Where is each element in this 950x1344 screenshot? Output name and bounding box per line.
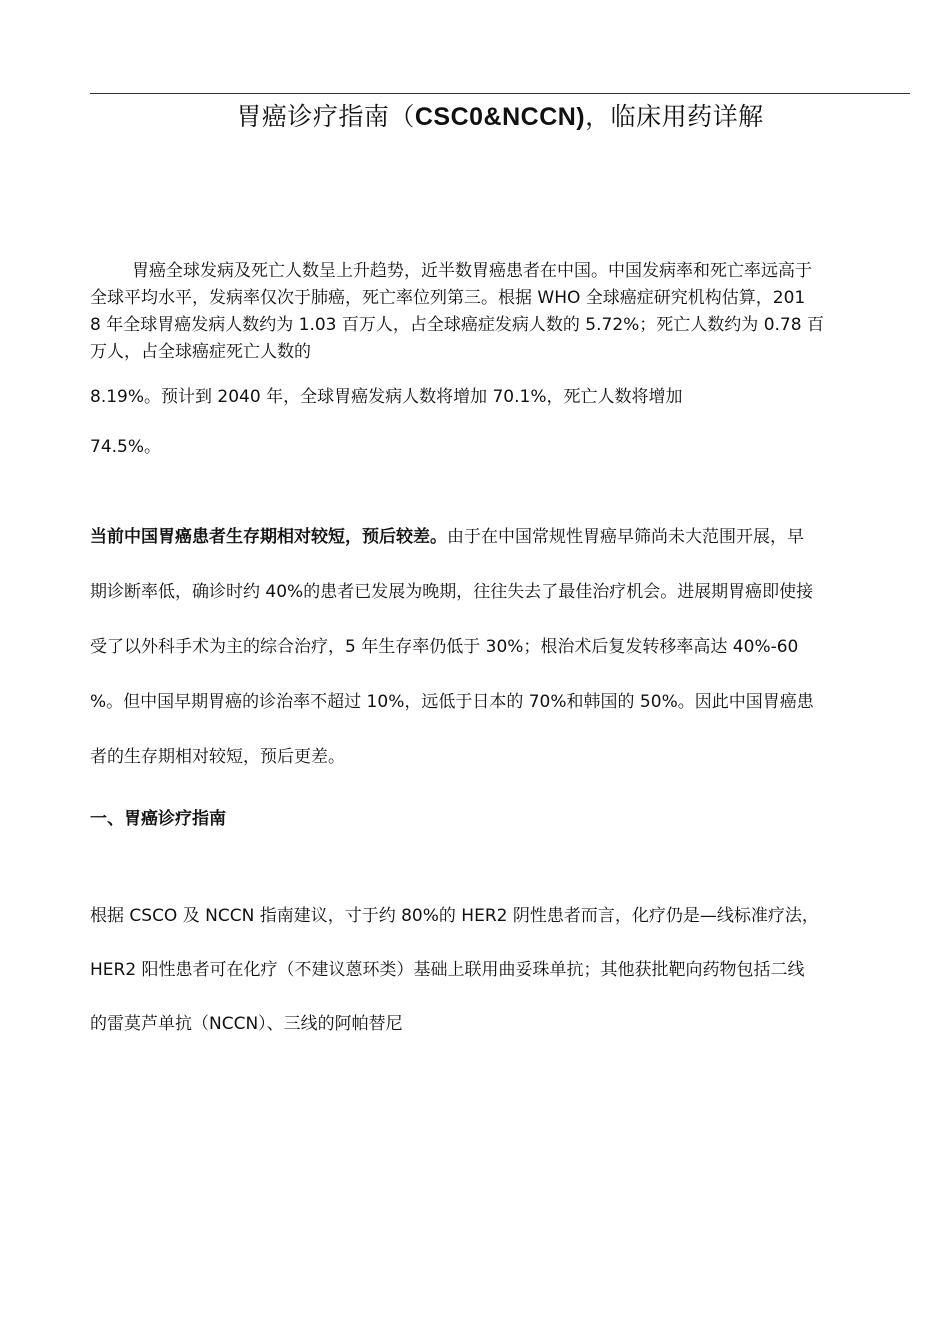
document-title — [90, 98, 910, 136]
guideline-line: 的雷莫芦单抗（NCCN）、三线的阿帕替尼 — [90, 1014, 403, 1034]
intro-paragraph — [90, 258, 912, 366]
intro-line: 74.5%。 — [90, 437, 162, 457]
intro-line: 胃癌全球发病及死亡人数呈上升趋势，近半数胃癌患者在中国。中国发病率和死亡率远高于 — [132, 261, 812, 281]
title-suffix: ，临床用药详解 — [585, 102, 764, 131]
title-prefix: 胃癌诊疗指南（ — [236, 102, 415, 131]
survival-line: 期诊断率低，确诊时约 40%的患者已发展为晚期，往往失去了最佳治疗机会。进展期胃癌即使接 — [90, 582, 814, 602]
title-bold: CSC0&NCCN) — [414, 103, 586, 131]
survival-line: %。但中国早期胃癌的诊治率不超过 10%，远低于日本的 70%和韩国的 50%。因此中国胃癌患 — [90, 692, 814, 712]
guideline-line: HER2 阳性患者可在化疗（不建议蒽环类）基础上联用曲妥珠单抗；其他获批靶向药物包括二线 — [90, 960, 805, 980]
intro-line: 8.19%。预计到 2040 年，全球胃癌发病人数将增加 70.1%，死亡人数将增加 — [90, 387, 683, 407]
intro-line: 万人，占全球癌症死亡人数的 — [90, 342, 311, 362]
survival-bold-lead: 当前中国胃癌患者生存期相对较短，预后较差。 — [90, 527, 447, 547]
intro-continuation-end — [90, 432, 912, 462]
survival-first-line — [90, 510, 912, 565]
survival-first-line-rest: 由于在中国常规性胃癌早筛尚未大范围开展，早 — [447, 527, 804, 547]
guideline-paragraph — [90, 889, 912, 1051]
intro-continuation — [90, 382, 912, 412]
survival-line: 受了以外科手术为主的综合治疗，5 年生存率仍低于 30%；根治术后复发转移率高达 40%-60 — [90, 637, 799, 657]
intro-line: 8 年全球胃癌发病人数约为 1.03 百万人，占全球癌症发病人数的 5.72%；死亡人数约为 0.78 百 — [90, 315, 824, 335]
survival-line: 者的生存期相对较短，预后更差。 — [90, 747, 345, 767]
header-rule — [90, 93, 910, 94]
survival-paragraph — [90, 510, 912, 785]
intro-line: 全球平均水平，发病率仅次于肺癌，死亡率位列第三。根据 WHO 全球癌症研究机构估算，201 — [90, 288, 806, 308]
section-heading: 一、胃癌诊疗指南 — [90, 809, 226, 829]
guideline-line: 根据 CSCO 及 NCCN 指南建议，寸于约 80%的 HER2 阴性患者而言，化疗仍是—线标准疗法， — [90, 906, 819, 926]
